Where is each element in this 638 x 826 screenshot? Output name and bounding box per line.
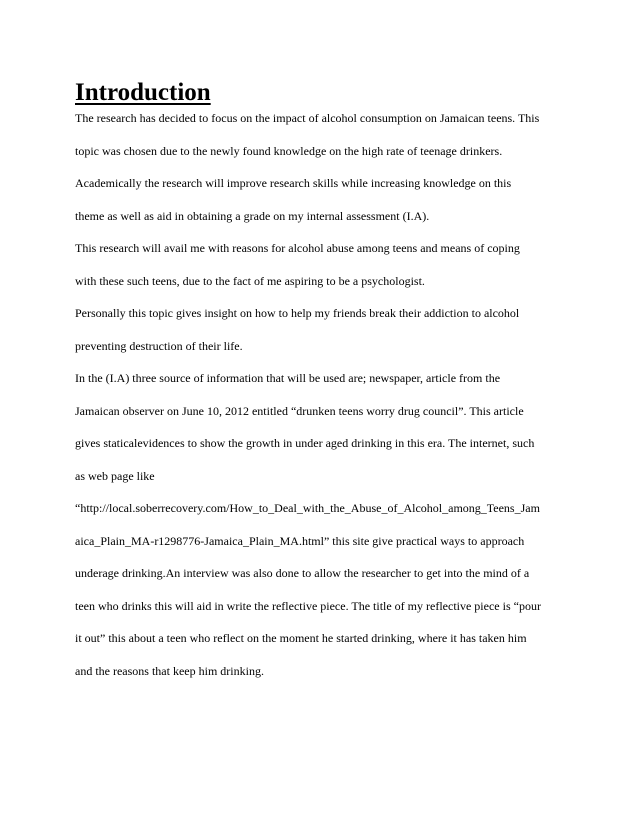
text-line: Academically the research will improve research skills while increasing knowledge on this	[75, 176, 512, 190]
text-line: underage drinking.An interview was also done to allow the researcher to get into the mind of a	[75, 566, 530, 580]
text-line: topic was chosen due to the newly found knowledge on the high rate of teenage drinkers.	[75, 143, 503, 158]
text-line: theme as well as aid in obtaining a grade on my internal assessment (I.A).	[75, 208, 430, 223]
document-body	[75, 78, 575, 697]
text-line: teen who drinks this will aid in write the reflective piece. The title of my reflective piece is “pour	[75, 598, 541, 613]
text-line: “http://local.soberrecovery.com/How_to_Deal_with_the_Abuse_of_Alcohol_among_Teens_Jam	[75, 501, 540, 515]
text-line: Personally this topic gives insight on how to help my friends break their addiction to alcohol	[75, 306, 520, 320]
paragraph	[75, 307, 575, 352]
text-line: In the (I.A) three source of information that will be used are; newspaper, article from the	[75, 371, 501, 385]
text-line: Jamaican observer on June 10, 2012 entitled “drunken teens worry drug council”. This article	[75, 403, 524, 418]
paragraph-list	[75, 112, 575, 677]
text-line: with these such teens, due to the fact of me aspiring to be a psychologist.	[75, 273, 425, 288]
text-line: it out” this about a teen who reflect on the moment he started drinking, where it has taken him	[75, 631, 527, 645]
paragraph	[75, 372, 575, 677]
text-line: This research will avail me with reasons for alcohol abuse among teens and means of coping	[75, 241, 520, 255]
paragraph	[75, 112, 575, 157]
paragraph	[75, 177, 575, 222]
text-line: preventing destruction of their life.	[75, 338, 243, 353]
text-line: and the reasons that keep him drinking.	[75, 663, 264, 678]
paragraph	[75, 242, 575, 287]
page-title: Introduction	[75, 79, 211, 106]
text-line: aica_Plain_MA-r1298776-Jamaica_Plain_MA.html” this site give practical ways to approach	[75, 533, 525, 548]
text-line: The research has decided to focus on the impact of alcohol consumption on Jamaican teens. This	[75, 111, 540, 125]
text-line: as web page like	[75, 468, 155, 483]
text-line: gives staticalevidences to show the growth in under aged drinking in this era. The internet, such	[75, 436, 535, 450]
